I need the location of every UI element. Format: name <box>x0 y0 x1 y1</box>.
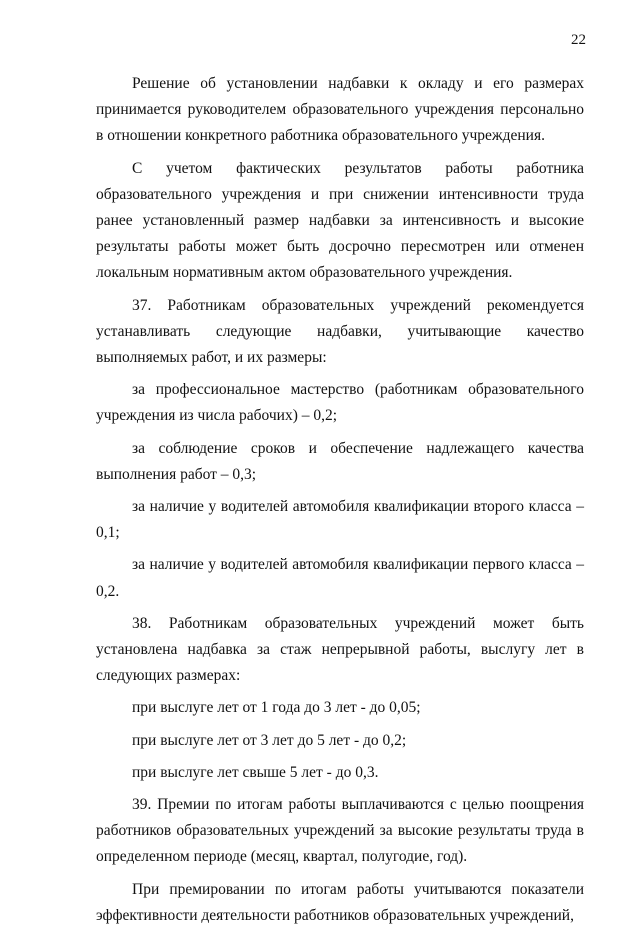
paragraph-item-39: 39. Премии по итогам работы выплачиваются с целью поощрения работников образовательных учреждений за высокие результаты труда в определенном периоде (месяц, квартал, полугодие, год). <box>96 796 584 866</box>
paragraph-bonus-decision: Решение об установлении надбавки к окладу и его размерах принимается руководителем образовательного учреждения персонально в отношении конкретного работника образовательного учреждения. <box>96 75 584 145</box>
page-number: 22 <box>571 32 586 48</box>
paragraph-item-38: 38. Работникам образовательных учреждений может быть установлена надбавка за стаж непрерывной работы, выслугу лет в следующих размерах: <box>96 614 584 685</box>
document-body <box>96 71 584 929</box>
list-item-driver-second-class: за наличие у водителей автомобиля квалификации второго класса – 0,1; <box>96 498 584 542</box>
list-item-professional-skill: за профессиональное мастерство (работникам образовательного учреждения из числа рабочих) – 0,2; <box>96 381 584 425</box>
list-item-seniority-over-5: при выслуге лет свыше 5 лет - до 0,3. <box>132 763 379 781</box>
paragraph-item-37: 37. Работникам образовательных учреждений рекомендуется устанавливать следующие надбавки, учитывающие качество выполняемых работ, и их размеры: <box>96 296 584 367</box>
paragraph-bonus-indicators: При премировании по итогам работы учитываются показатели эффективности деятельности работников образовательных учреждений, <box>96 880 584 924</box>
list-item-deadlines-quality: за соблюдение сроков и обеспечение надлежащего качества выполнения работ – 0,3; <box>96 439 584 483</box>
list-item-seniority-3-5: при выслуге лет от 3 лет до 5 лет - до 0,2; <box>132 731 407 749</box>
list-item-seniority-1-3: при выслуге лет от 1 года до 3 лет - до 0,05; <box>132 699 421 717</box>
paragraph-bonus-revision: С учетом фактических результатов работы работника образовательного учреждения и при снижении интенсивности труда ранее установленный размер надбавки за интенсивность и высокие результаты работы может быть досрочно пересмотрен или отменен локальным нормативным актом образовательного учреждения. <box>96 159 584 282</box>
list-item-driver-first-class: за наличие у водителей автомобиля квалификации первого класса – 0,2. <box>96 556 584 600</box>
